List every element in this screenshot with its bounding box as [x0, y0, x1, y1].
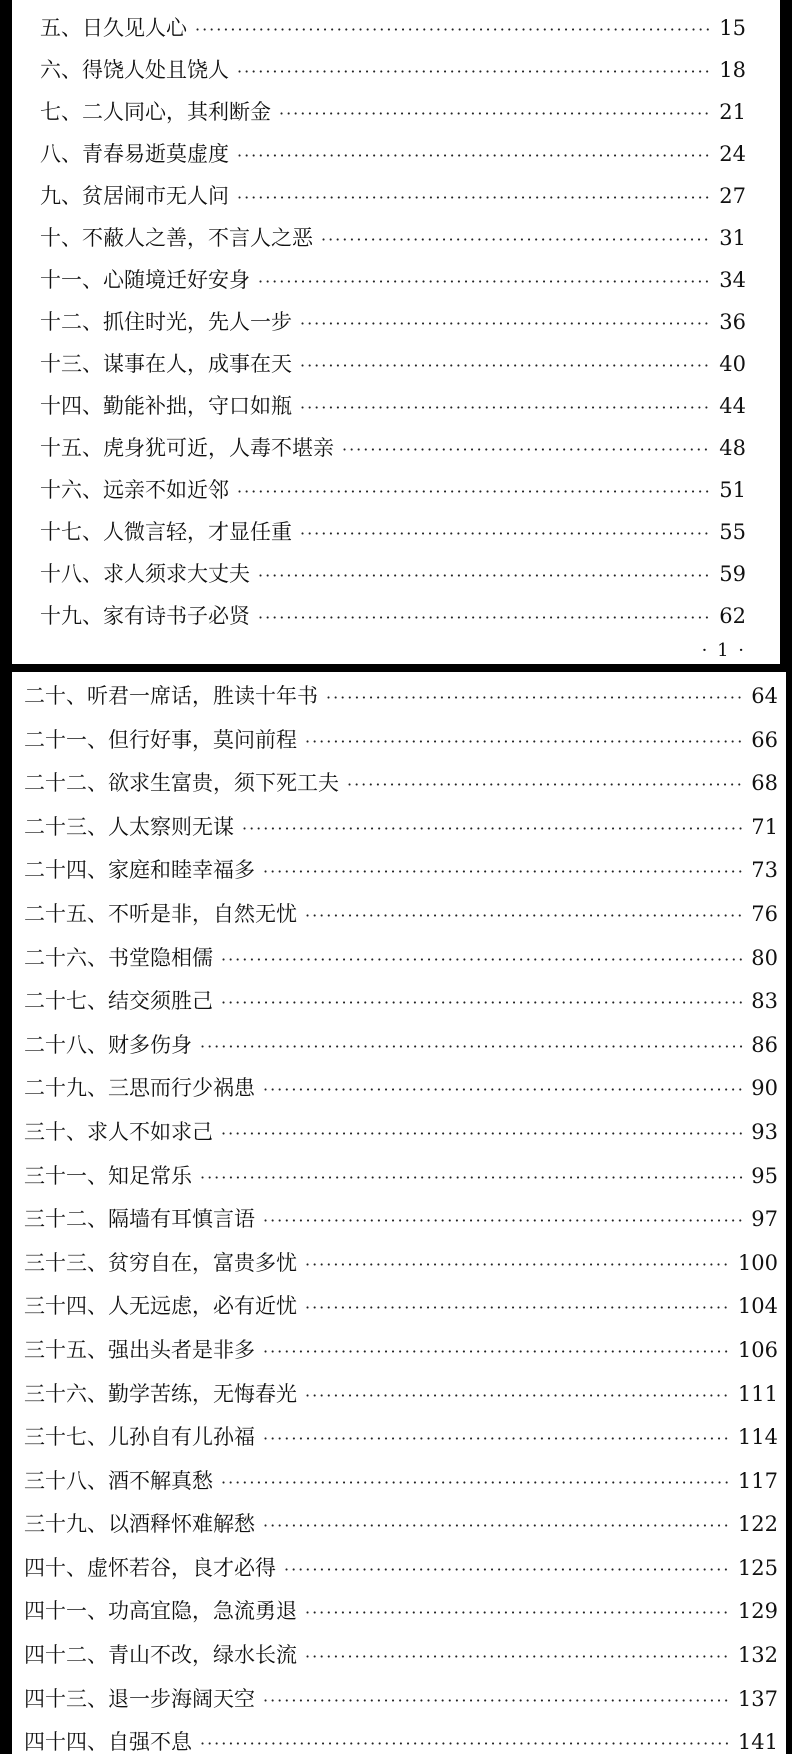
toc-entry-title: 三十三、贫穷自在，富贵多忧	[24, 1250, 297, 1275]
dot-leader	[263, 1516, 730, 1535]
toc-entry-title: 九、贫居闹市无人问	[40, 184, 229, 208]
toc-entry-page: 40	[719, 352, 746, 376]
dot-leader	[200, 1734, 730, 1753]
toc-entry-title: 三十六、勤学苦练，无悔春光	[24, 1381, 297, 1406]
dot-leader	[300, 524, 711, 543]
toc-entry-title: 十八、求人须求大丈夫	[40, 562, 250, 586]
dot-leader	[321, 230, 711, 249]
toc-list-bottom	[12, 672, 786, 1754]
toc-entry-title: 十九、家有诗书子必贤	[40, 604, 250, 628]
toc-entry-title: 十七、人微言轻，才显任重	[40, 520, 292, 544]
toc-entry-page: 24	[719, 142, 746, 166]
toc-entry[interactable]	[12, 474, 780, 516]
toc-entry-title: 三十九、以酒释怀难解愁	[24, 1512, 255, 1537]
toc-entry-page: 21	[719, 100, 746, 124]
toc-entry[interactable]	[12, 12, 780, 54]
dot-leader	[284, 1560, 730, 1579]
toc-entry-page: 18	[719, 58, 746, 82]
toc-entry-page: 104	[737, 1294, 778, 1319]
toc-entry[interactable]	[12, 1072, 786, 1116]
dot-leader	[221, 993, 743, 1012]
toc-entry-page: 68	[751, 771, 778, 796]
toc-entry-page: 86	[751, 1032, 778, 1057]
dot-leader	[300, 398, 711, 417]
toc-entry-title: 十二、抓住时光，先人一步	[40, 310, 292, 334]
toc-entry[interactable]	[12, 942, 786, 986]
toc-entry-page: 80	[751, 945, 778, 970]
toc-entry-page: 44	[719, 394, 746, 418]
toc-entry-title: 三十一、知足常乐	[24, 1163, 192, 1188]
dot-leader	[237, 482, 711, 501]
toc-entry[interactable]	[12, 1595, 786, 1639]
toc-entry-title: 五、日久见人心	[40, 16, 187, 40]
toc-entry-title: 三十、求人不如求己	[24, 1119, 213, 1144]
toc-entry-page: 117	[737, 1468, 778, 1493]
dot-leader	[326, 688, 743, 707]
toc-entry[interactable]	[12, 1421, 786, 1465]
toc-entry-title: 八、青春易逝莫虚度	[40, 142, 229, 166]
toc-entry[interactable]	[12, 854, 786, 898]
dot-leader	[300, 356, 711, 375]
toc-entry-title: 二十七、结交须胜己	[24, 989, 213, 1014]
dot-leader	[305, 732, 743, 751]
toc-entry-title: 三十八、酒不解真愁	[24, 1468, 213, 1493]
toc-entry[interactable]	[12, 1552, 786, 1596]
toc-entry-page: 48	[719, 436, 746, 460]
dot-leader	[305, 1647, 730, 1666]
toc-entry[interactable]	[12, 432, 780, 474]
toc-entry-title: 二十四、家庭和睦幸福多	[24, 858, 255, 883]
toc-entry-page: 62	[719, 604, 746, 628]
toc-entry[interactable]	[12, 264, 780, 306]
toc-entry-title: 二十八、财多伤身	[24, 1032, 192, 1057]
toc-entry[interactable]	[12, 1290, 786, 1334]
toc-entry-page: 66	[751, 727, 778, 752]
dot-leader	[263, 1691, 730, 1710]
toc-entry-page: 36	[719, 310, 746, 334]
toc-entry[interactable]	[12, 1247, 786, 1291]
toc-entry[interactable]	[12, 222, 780, 264]
toc-entry-page: 64	[751, 684, 778, 708]
toc-entry-title: 四十一、功高宜隐，急流勇退	[24, 1599, 297, 1624]
toc-entry-page: 95	[751, 1163, 778, 1188]
toc-entry-page: 111	[737, 1381, 778, 1406]
toc-entry-page: 51	[719, 478, 746, 502]
toc-page-bottom	[12, 672, 786, 1754]
dot-leader	[258, 272, 711, 291]
dot-leader	[263, 1080, 743, 1099]
toc-entry-page: 141	[737, 1730, 778, 1754]
toc-entry-page: 137	[737, 1686, 778, 1711]
toc-entry-title: 二十五、不听是非，自然无忧	[24, 901, 297, 926]
toc-entry-title: 三十四、人无远虑，必有近忧	[24, 1294, 297, 1319]
toc-entry[interactable]	[12, 558, 780, 600]
dot-leader	[237, 62, 711, 81]
dot-leader	[200, 1037, 743, 1056]
toc-entry[interactable]	[12, 96, 780, 138]
dot-leader	[200, 1168, 743, 1187]
toc-entry[interactable]	[12, 1334, 786, 1378]
toc-entry-page: 129	[737, 1599, 778, 1624]
dot-leader	[305, 1603, 730, 1622]
toc-entry-title: 二十六、书堂隐相儒	[24, 945, 213, 970]
toc-entry-page: 34	[719, 268, 746, 292]
dot-leader	[242, 819, 743, 838]
dot-leader	[221, 1124, 743, 1143]
toc-entry[interactable]	[12, 1116, 786, 1160]
toc-entry[interactable]	[12, 680, 786, 724]
toc-entry[interactable]	[12, 985, 786, 1029]
toc-entry-title: 十一、心随境迁好安身	[40, 268, 250, 292]
dot-leader	[237, 146, 711, 165]
toc-entry-page: 73	[751, 858, 778, 883]
toc-entry-page: 15	[719, 16, 746, 40]
toc-entry[interactable]	[12, 767, 786, 811]
toc-entry-title: 十四、勤能补拙，守口如瓶	[40, 394, 292, 418]
toc-entry-page: 106	[737, 1337, 778, 1362]
toc-entry-title: 七、二人同心，其利断金	[40, 100, 271, 124]
dot-leader	[305, 1386, 730, 1405]
toc-entry-page: 90	[751, 1076, 778, 1101]
toc-entry-page: 76	[751, 901, 778, 926]
toc-entry-page: 83	[751, 989, 778, 1014]
toc-entry[interactable]	[12, 600, 780, 642]
toc-entry[interactable]	[12, 306, 780, 348]
toc-entry[interactable]	[12, 811, 786, 855]
toc-entry[interactable]	[12, 516, 780, 558]
toc-entry-title: 三十七、儿孙自有儿孙福	[24, 1425, 255, 1450]
toc-entry-title: 四十二、青山不改，绿水长流	[24, 1643, 297, 1668]
toc-entry[interactable]	[12, 1508, 786, 1552]
toc-list-top	[12, 0, 780, 642]
toc-entry-page: 132	[737, 1643, 778, 1668]
toc-entry[interactable]	[12, 1160, 786, 1204]
toc-entry[interactable]	[12, 348, 780, 390]
toc-entry[interactable]	[12, 1465, 786, 1509]
toc-entry[interactable]	[12, 54, 780, 96]
dot-leader	[237, 188, 711, 207]
toc-entry-page: 31	[719, 226, 746, 250]
toc-entry-title: 四十、虚怀若谷，良才必得	[24, 1555, 276, 1580]
toc-entry[interactable]	[12, 1683, 786, 1727]
toc-entry[interactable]	[12, 1203, 786, 1247]
dot-leader	[300, 314, 711, 333]
toc-entry-page: 71	[751, 814, 778, 839]
dot-leader	[347, 775, 743, 794]
toc-entry-page: 114	[737, 1425, 778, 1450]
toc-entry-title: 六、得饶人处且饶人	[40, 58, 229, 82]
toc-entry-title: 十、不蔽人之善，不言人之恶	[40, 226, 313, 250]
toc-entry[interactable]	[12, 180, 780, 222]
toc-entry-title: 二十九、三思而行少祸患	[24, 1076, 255, 1101]
toc-entry-title: 二十、听君一席话，胜读十年书	[24, 684, 318, 708]
toc-entry[interactable]	[12, 1726, 786, 1754]
dot-leader	[258, 566, 711, 585]
toc-entry-page: 93	[751, 1119, 778, 1144]
toc-entry-title: 三十二、隔墙有耳慎言语	[24, 1207, 255, 1232]
page-number: · 1 ·	[701, 640, 746, 661]
dot-leader	[221, 950, 743, 969]
toc-entry[interactable]	[12, 1378, 786, 1422]
dot-leader	[279, 104, 711, 123]
toc-entry-title: 四十三、退一步海阔天空	[24, 1686, 255, 1711]
dot-leader	[305, 906, 743, 925]
toc-entry-page: 100	[737, 1250, 778, 1275]
toc-entry[interactable]	[12, 1639, 786, 1683]
dot-leader	[263, 1342, 730, 1361]
toc-entry-title: 十三、谋事在人，成事在天	[40, 352, 292, 376]
toc-entry-title: 三十五、强出头者是非多	[24, 1337, 255, 1362]
toc-entry-page: 122	[737, 1512, 778, 1537]
toc-entry[interactable]	[12, 138, 780, 180]
dot-leader	[305, 1298, 730, 1317]
toc-entry-title: 四十四、自强不息	[24, 1730, 192, 1754]
dot-leader	[195, 20, 711, 39]
dot-leader	[342, 440, 711, 459]
toc-entry-page: 59	[719, 562, 746, 586]
toc-entry[interactable]	[12, 390, 780, 432]
toc-entry-page: 125	[737, 1555, 778, 1580]
toc-entry[interactable]	[12, 724, 786, 768]
dot-leader	[305, 1255, 730, 1274]
dot-leader	[258, 608, 711, 627]
toc-entry-page: 27	[719, 184, 746, 208]
toc-entry-title: 十六、远亲不如近邻	[40, 478, 229, 502]
toc-entry-page: 97	[751, 1207, 778, 1232]
toc-entry[interactable]	[12, 1029, 786, 1073]
toc-page-top	[12, 0, 780, 664]
toc-entry[interactable]	[12, 898, 786, 942]
dot-leader	[263, 1211, 743, 1230]
dot-leader	[263, 1429, 730, 1448]
toc-entry-page: 55	[719, 520, 746, 544]
toc-entry-title: 二十一、但行好事，莫问前程	[24, 727, 297, 752]
dot-leader	[221, 1473, 730, 1492]
toc-entry-title: 二十三、人太察则无谋	[24, 814, 234, 839]
toc-entry-title: 十五、虎身犹可近，人毒不堪亲	[40, 436, 334, 460]
dot-leader	[263, 862, 743, 881]
toc-entry-title: 二十二、欲求生富贵，须下死工夫	[24, 771, 339, 796]
